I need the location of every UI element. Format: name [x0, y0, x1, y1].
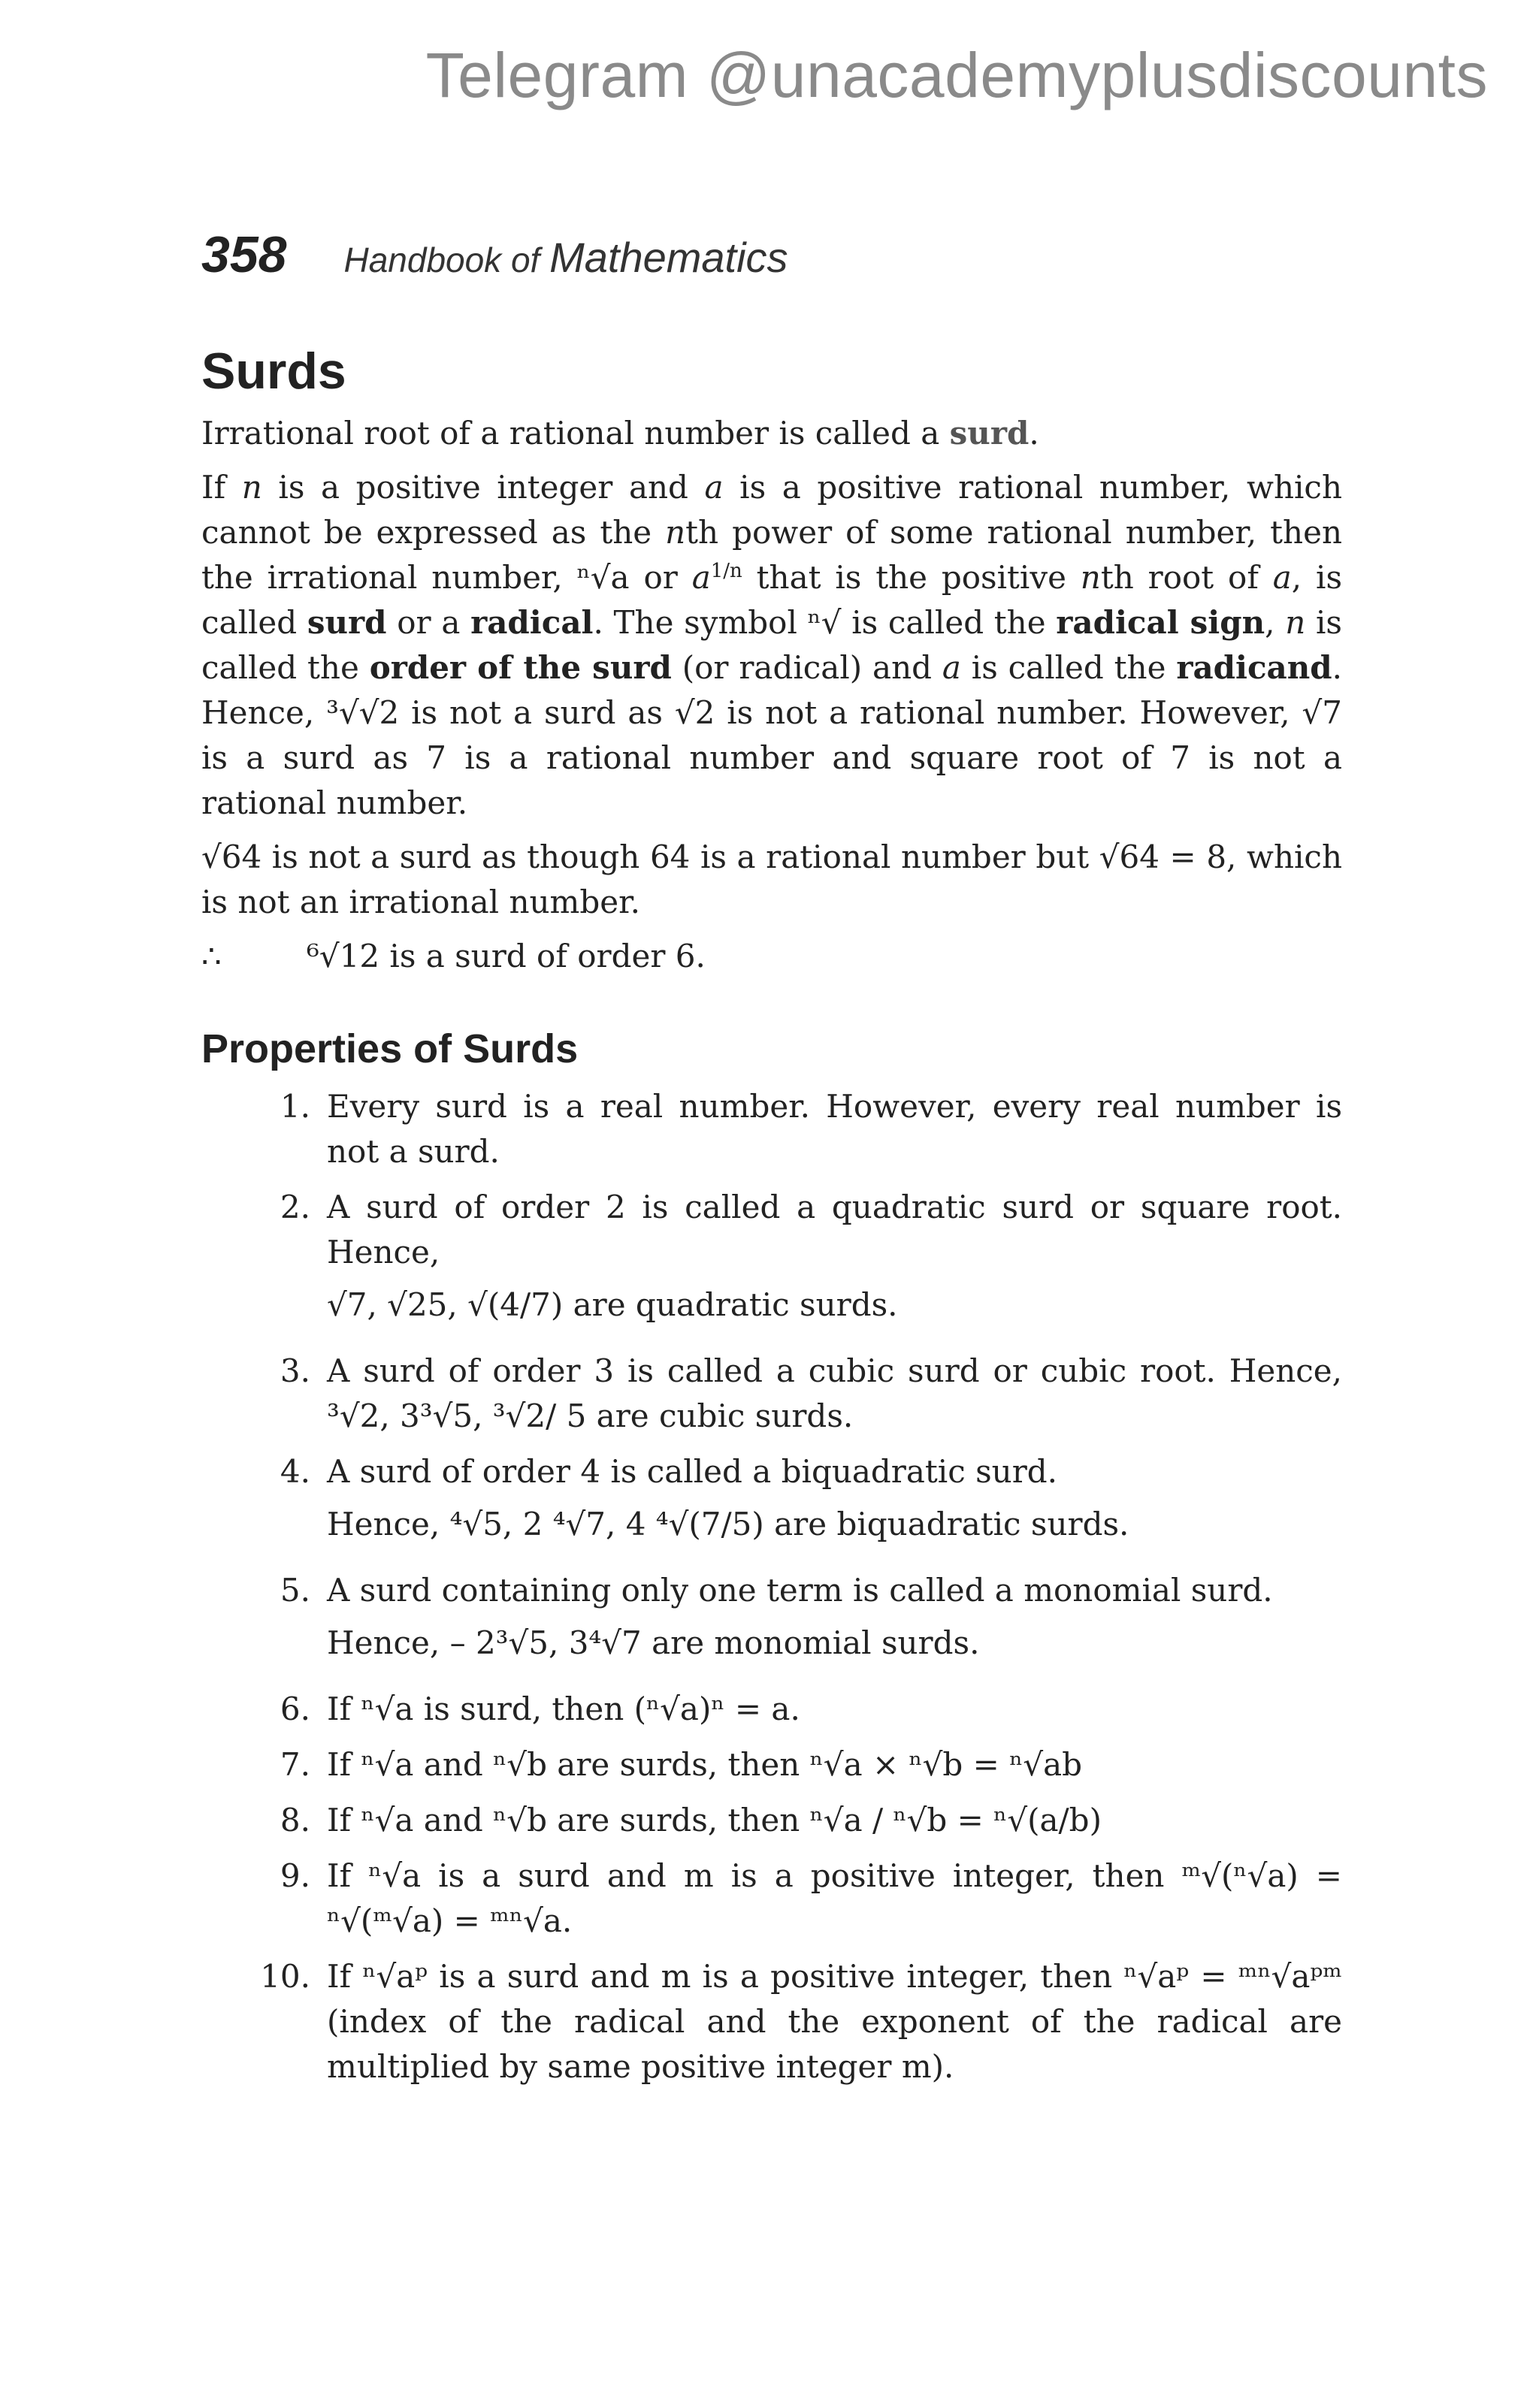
definition-paragraph: [201, 411, 1342, 456]
text: ,: [1265, 604, 1286, 641]
text: or a: [386, 604, 471, 641]
definition-text: Irrational root of a rational number is called a: [201, 415, 950, 452]
list-item: [201, 1349, 1342, 1439]
list-item: [201, 1854, 1342, 1944]
keyword-surd: surd: [949, 415, 1030, 452]
var-n: n: [665, 514, 686, 551]
item-body: [327, 1349, 1342, 1439]
item-body: [327, 1742, 1342, 1787]
var-n: n: [241, 469, 262, 506]
text: is a positive integer and: [262, 469, 705, 506]
item-text: A surd containing only one term is called a monomial surd.: [327, 1572, 1273, 1609]
list-item: [201, 1798, 1342, 1843]
item-body: [327, 1568, 1342, 1676]
nth-root-a: ⁿ√a: [576, 559, 630, 596]
therefore-symbol: ∴: [201, 938, 222, 974]
keyword-radical-sign: radical sign: [1056, 604, 1265, 641]
book-title: [343, 233, 788, 282]
list-item: [201, 1954, 1342, 2089]
item-text: A surd of order 2 is called a quadratic surd or square root. Hence,: [327, 1189, 1342, 1270]
book-title-main: Mathematics: [549, 234, 788, 281]
item-math: √7, √25, √(4/7) are quadratic surds.: [327, 1286, 898, 1323]
text: is not a rational number. However,: [715, 694, 1302, 731]
item-text: A surd of order 4 is called a biquadratic surd.: [327, 1453, 1058, 1490]
item-number: 1.: [280, 1088, 310, 1125]
item-number: 9.: [280, 1857, 310, 1894]
cube-root-sqrt-2: ³√√2: [326, 694, 400, 731]
item-text: A surd of order 3 is called a cubic surd or cubic root. Hence, ³√2, 3³√5, ³√2/ 5 are cubic surds.: [327, 1352, 1342, 1434]
exponent-1-over-n: 1/n: [710, 560, 742, 582]
list-item: [201, 1568, 1342, 1676]
therefore-text: ⁶√12 is a surd of order 6.: [307, 938, 706, 974]
definition-end: .: [1029, 415, 1039, 452]
properties-list: [201, 1084, 1342, 2089]
running-head: [201, 225, 788, 284]
text: , is called: [201, 559, 1342, 641]
item-math: Hence, – 2³√5, 3⁴√7 are monomial surds.: [327, 1624, 980, 1661]
item-text: If ⁿ√a and ⁿ√b are surds, then ⁿ√a × ⁿ√b = ⁿ√ab: [327, 1746, 1083, 1783]
properties-title: Properties of Surds: [201, 1026, 579, 1071]
keyword-radicand: radicand: [1176, 649, 1332, 686]
list-item: [201, 1742, 1342, 1787]
item-number: 10.: [260, 1958, 310, 1995]
item-number: 2.: [280, 1189, 310, 1225]
var-a: a: [1272, 559, 1292, 596]
var-a: a: [942, 649, 961, 686]
example-paragraph: √64 is not a surd as though 64 is a rational number but √64 = 8, which is not an irrational number.: [201, 838, 1342, 920]
keyword-radical: radical: [470, 604, 594, 641]
item-body: [327, 1185, 1342, 1338]
var-a: a: [691, 559, 711, 596]
keyword-order-of-surd: order of the surd: [369, 649, 672, 686]
item-text: If ⁿ√aᵖ is a surd and m is a positive integer, then ⁿ√aᵖ = ᵐⁿ√aᵖᵐ (index of the radical and the exponent of the radical are multiplied by same positive integer m).: [327, 1958, 1342, 2085]
item-math: Hence, ⁴√5, 2 ⁴√7, 4 ⁴√(7/5) are biquadratic surds.: [327, 1506, 1129, 1542]
text: or: [629, 559, 692, 596]
text: . Hence,: [201, 649, 1343, 731]
item-body: [327, 1854, 1342, 1944]
text: is a surd as 7 is a rational number and square root of 7 is not a rational number.: [201, 739, 1342, 821]
sqrt-2: √2: [674, 694, 715, 731]
text: . The symbol: [593, 604, 808, 641]
therefore-line: [201, 934, 1342, 979]
var-n: n: [1080, 559, 1101, 596]
item-number: 3.: [280, 1352, 310, 1389]
text: is not a surd as: [399, 694, 675, 731]
list-item: [201, 1449, 1342, 1557]
text: th power of some rational number, then the irrational number,: [201, 514, 1342, 596]
keyword-surd: surd: [307, 604, 387, 641]
item-text: Every surd is a real number. However, every real number is not a surd.: [327, 1088, 1342, 1170]
text: (or radical) and: [671, 649, 942, 686]
var-n: n: [1285, 604, 1306, 641]
list-item: [201, 1687, 1342, 1732]
radical-symbol: ⁿ√: [807, 604, 842, 641]
item-body: [327, 1687, 1342, 1732]
text: is called the: [960, 649, 1177, 686]
item-body: [327, 1954, 1342, 2089]
item-text: If ⁿ√a is a surd and m is a positive integer, then ᵐ√(ⁿ√a) = ⁿ√(ᵐ√a) = ᵐⁿ√a.: [327, 1857, 1342, 1939]
item-number: 6.: [280, 1690, 310, 1727]
text: If: [201, 469, 242, 506]
text: is a positive rational number, which cannot be expressed as the: [201, 469, 1342, 551]
item-number: 8.: [280, 1802, 310, 1838]
section-title: Surds: [201, 343, 346, 400]
page-number: 358: [201, 226, 287, 283]
item-number: 5.: [280, 1572, 310, 1609]
item-number: 4.: [280, 1453, 310, 1490]
item-text: If ⁿ√a is surd, then (ⁿ√a)ⁿ = a.: [327, 1690, 800, 1727]
book-title-prefix: Handbook of: [343, 240, 540, 279]
item-text: If ⁿ√a and ⁿ√b are surds, then ⁿ√a / ⁿ√b = ⁿ√(a/b): [327, 1802, 1102, 1838]
var-a: a: [704, 469, 724, 506]
text: is called the: [201, 604, 1342, 686]
text: is called the: [841, 604, 1057, 641]
item-body: [327, 1084, 1342, 1174]
item-number: 7.: [280, 1746, 310, 1783]
item-body: [327, 1798, 1342, 1843]
text: th root of: [1100, 559, 1273, 596]
watermark-text: Telegram @unacademyplusdiscounts: [425, 40, 1488, 110]
page-content: [201, 342, 1342, 2100]
list-item: [201, 1185, 1342, 1338]
text: that is the positive: [742, 559, 1081, 596]
item-body: [327, 1449, 1342, 1557]
sqrt-7: √7: [1302, 694, 1342, 731]
explanation-paragraph: [201, 465, 1342, 826]
list-item: [201, 1084, 1342, 1174]
